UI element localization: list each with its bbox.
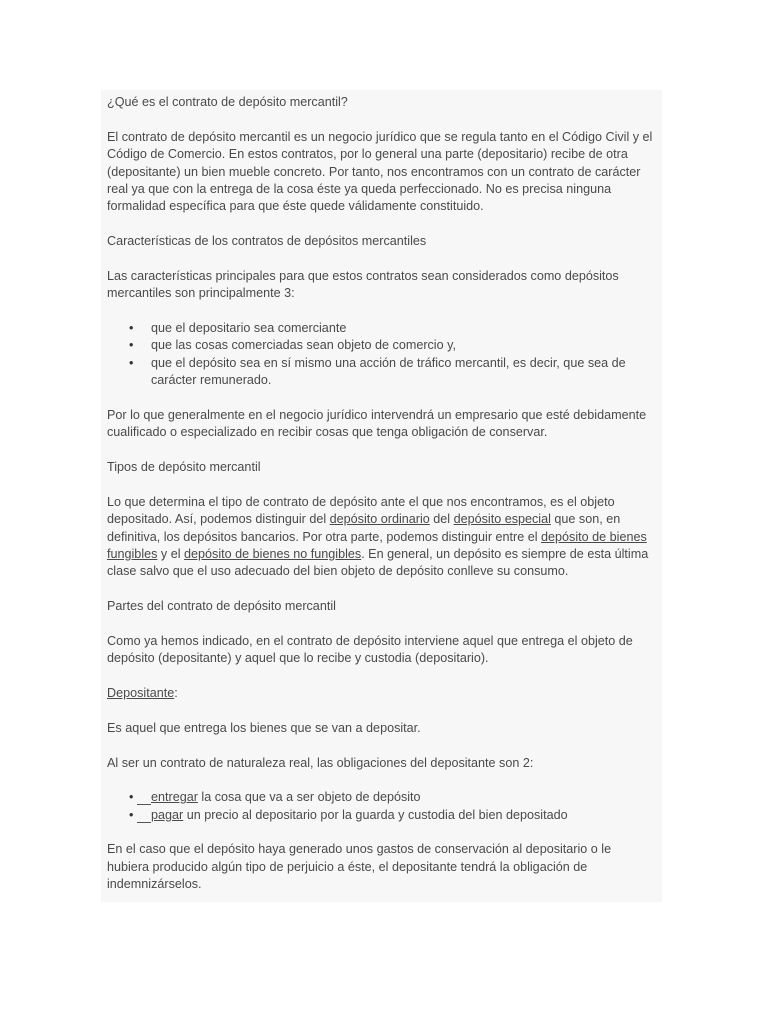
paragraph-definition: El contrato de depósito mercantil es un negocio jurídico que se regula tanto en el Código Civil y el Código de Comercio. En estos contratos, por lo general una parte (depositario) recibe de otra (depositante) un bien mueble concreto. Por tanto, nos encontramos con un contrato de carácter real ya que con la entrega de la cosa éste ya queda perfeccionado. No es precisa ninguna formalidad específica para que éste quede válidamente constituido. bbox=[107, 129, 653, 214]
underline-space bbox=[137, 807, 151, 823]
depositante-label: Depositante bbox=[107, 686, 175, 701]
section-heading-caracteristicas: Características de los contratos de depósitos mercantiles bbox=[107, 234, 427, 249]
link-deposito-ordinario[interactable]: depósito ordinario bbox=[329, 512, 430, 527]
list-item: • que el depositario sea comerciante bbox=[107, 320, 656, 337]
paragraph-partes: Como ya hemos indicado, en el contrato de depósito interviene aquel que entrega el objeto de depósito (depositante) y aquel que lo recibe y custodia (depositario). bbox=[107, 634, 633, 666]
question-heading: ¿Qué es el contrato de depósito mercantil? bbox=[107, 95, 348, 109]
paragraph-obligaciones: Al ser un contrato de naturaleza real, las obligaciones del depositante son 2: bbox=[107, 755, 534, 770]
text-run: . En general, un depósito es siempre de esta última clase salvo que el uso adecuado del bien objeto de depósito conlleve su consumo. bbox=[107, 547, 649, 579]
bullet-icon: • bbox=[129, 807, 134, 822]
obligation-keyword: pagar bbox=[151, 807, 184, 822]
paragraph-tipos bbox=[107, 494, 656, 581]
subheading-depositante bbox=[107, 685, 656, 702]
list-item bbox=[107, 807, 656, 824]
list-item: • que el depósito sea en sí mismo una acción de tráfico mercantil, es decir, que sea de carácter remunerado. bbox=[107, 355, 656, 390]
obligation-text: la cosa que va a ser objeto de depósito bbox=[197, 790, 421, 805]
list-item: • que las cosas comerciadas sean objeto de comercio y, bbox=[107, 337, 656, 354]
text-run: Lo que determina el tipo de contrato de depósito ante el que nos encontramos, es el objeto depositado. Así, podemos distinguir del bbox=[107, 494, 615, 527]
paragraph-gastos: En el caso que el depósito haya generado unos gastos de conservación al depositario o le hubiera producido algún tipo de perjuicio a éste, el depositante tendrá la obligación de indemnizárselos. bbox=[107, 842, 612, 892]
paragraph-empresario: Por lo que generalmente en el negocio jurídico intervendrá un empresario que esté debidamente cualificado o especializado en recibir cosas que tenga obligación de conservar. bbox=[107, 407, 647, 440]
bullet-icon: • bbox=[129, 790, 134, 805]
list-item bbox=[107, 789, 656, 806]
text-run: que son, en definitiva, los depósitos bancarios. Por otra parte, podemos distinguir entre el bbox=[107, 512, 621, 544]
paragraph-caracteristicas: Las características principales para que estos contratos sean considerados como depósitos mercantiles son principalmente 3: bbox=[107, 269, 619, 301]
characteristics-list bbox=[107, 320, 656, 390]
link-bienes-fungibles[interactable]: depósito de bienes fungibles bbox=[107, 529, 647, 562]
underline-space bbox=[137, 789, 151, 805]
obligation-keyword: entregar bbox=[151, 790, 198, 805]
link-bienes-no-fungibles[interactable]: depósito de bienes no fungibles bbox=[184, 547, 362, 562]
text-run: del bbox=[429, 512, 454, 527]
paragraph-depositante: Es aquel que entrega los bienes que se van a depositar. bbox=[107, 721, 421, 736]
document-page bbox=[101, 90, 662, 902]
obligation-text: un precio al depositario por la guarda y custodia del bien depositado bbox=[183, 807, 568, 822]
text-run: y el bbox=[157, 547, 185, 562]
obligations-list bbox=[107, 789, 656, 824]
section-heading-tipos: Tipos de depósito mercantil bbox=[107, 460, 261, 475]
link-deposito-especial[interactable]: depósito especial bbox=[453, 512, 551, 527]
colon: : bbox=[174, 686, 178, 701]
section-heading-partes: Partes del contrato de depósito mercantil bbox=[107, 599, 336, 614]
